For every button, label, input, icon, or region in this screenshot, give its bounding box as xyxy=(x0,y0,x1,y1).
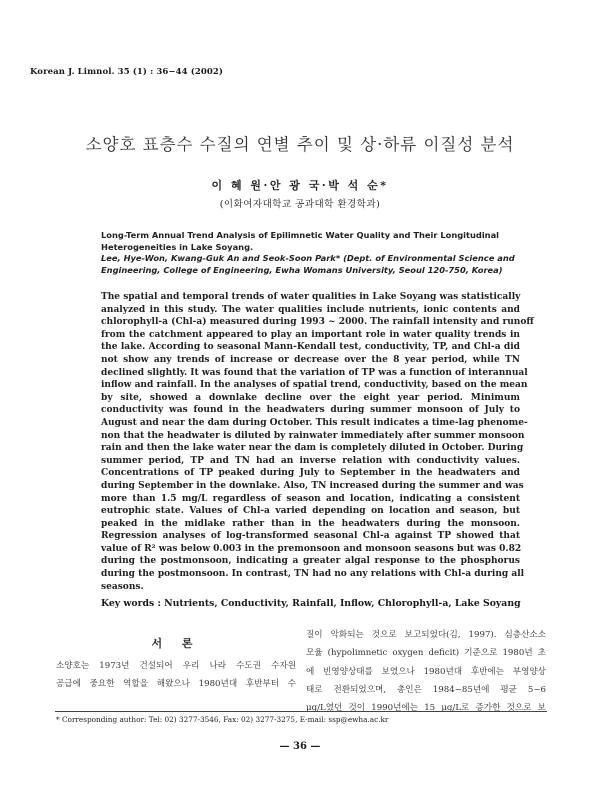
abstract-line: more than 1.5 mg/L regardless of season and location, indicating a consistent xyxy=(101,493,520,504)
abstract-line: peaked in the midlake rather than in the headwaters during the monsoon. xyxy=(101,518,520,529)
abstract-line: conductivity was found in the headwaters during summer monsoon of July to xyxy=(101,405,520,416)
abstract-line: not show any trends of increase or decrease over the 8 year period, while TN xyxy=(101,354,520,365)
abstract-line: during the postmonsoon. In contrast, TN had no any relations with Chl-a during all xyxy=(101,569,525,580)
abstract-line: from the catchment appeared to play an important role in water quality trends in xyxy=(101,329,520,340)
body-line: 모율 (hypolimnetic oxygen deficit) 기준으로 1980년 초 xyxy=(306,648,546,659)
abstract-line: by site, showed a downlake decline over the eight year period. Minimum xyxy=(101,392,520,403)
abstract-line: the lake. According to seasonal Mann-Kendall test, conductivity, TP, and Chl-a did xyxy=(101,342,520,353)
abstract-line: Concentrations of TP peaked during July to September in the headwaters and xyxy=(101,468,520,479)
authors-korean: 이 혜 원·안 광 국·박 석 순* xyxy=(211,179,389,192)
abstract-line: rain and then the lake water near the dam is completely diluted in October. During xyxy=(101,443,524,454)
keywords: Key words : Nutrients, Conductivity, Rainfall, Inflow, Chlorophyll-a, Lake Soyang xyxy=(101,598,521,609)
abstract-line: during the postmonsoon, indicating a greater algal response to the phosphorus xyxy=(101,556,520,567)
body-line: µg/L였던 것이 1990년에는 15 µg/L로 증가한 것으로 보 xyxy=(306,703,546,714)
body-line: 소양호는 1973년 건설되어 우리 나라 수도권 수자원 xyxy=(56,661,296,671)
abstract-line: August and near the dam during October. This result indicates a time-lag phenome- xyxy=(101,417,528,428)
abstract-line: The spatial and temporal trends of water qualities in Lake Soyang was statistically xyxy=(101,292,521,302)
abstract-line: eutrophic state. Values of Chl-a varied depending on location and season, but xyxy=(101,506,520,517)
body-line: 질이 악화되는 것으로 보고되었다(김, 1997). 심층산소소 xyxy=(306,630,546,640)
abstract-line: chlorophyll-a (Chl-a) measured during 1993 ~ 2000. The rainfall intensity and runoff xyxy=(101,317,534,328)
english-affiliation: (Dept. of Environmental Science and Engineering, College of Engineering, Ewha Womans University, Seoul 120-750, Korea) xyxy=(101,253,515,276)
abstract-line: analyzed in this study. The water qualities include nutrients, ionic contents and xyxy=(101,304,520,315)
affiliation-korean: (이화여자대학교 공과대학 환경학과) xyxy=(219,199,381,210)
body-line: 공급에 중요한 역할을 해왔으나 1980년대 후반부터 수 xyxy=(56,679,296,690)
body-line: 에 빈영양상태를 보였으나 1980년대 후반에는 부영양상 xyxy=(306,666,546,677)
english-title-block xyxy=(101,230,521,277)
section-heading-introduction: 서 론 xyxy=(151,637,201,650)
abstract-line: during September in the downlake. Also, TN increased during the summer and was xyxy=(101,480,524,491)
english-title: Long-Term Annual Trend Analysis of Epilimnetic Water Quality and Their Longitudinal Heterogeneities in Lake Soyang. xyxy=(101,230,500,252)
abstract-line: Regression analyses of log-transformed seasonal Chl-a against TP showed that xyxy=(101,531,520,542)
footnote-divider xyxy=(55,711,547,712)
body-column-left xyxy=(56,627,296,694)
body-column-right xyxy=(306,626,546,717)
body-line: 태로 전환되었으며, 총인은 1984~85년에 평균 5~6 xyxy=(306,684,546,695)
english-authors: Lee, Hye-Won, Kwang-Guk An and Seok-Soon Park* xyxy=(101,253,341,264)
abstract-line: seasons. xyxy=(101,581,144,592)
page-number: — 36 — xyxy=(279,741,321,752)
abstract xyxy=(101,291,534,593)
abstract-line: declined slightly. It was found that the variation of TP was a function of interannual xyxy=(101,367,528,378)
abstract-line: value of R² was below 0.003 in the premonsoon and monsoon seasons but was 0.82 xyxy=(101,543,522,554)
abstract-line: summer period, TP and TN had an inverse relation with conductivity values. xyxy=(101,455,520,466)
abstract-line: inflow and rainfall. In the analyses of spatial trend, conductivity, based on the mean xyxy=(101,380,528,391)
footnote: * Corresponding author: Tel: 02) 3277-3546, Fax: 02) 3277-3275, E-mail: ssp@ewha.ac.kr xyxy=(56,715,389,724)
abstract-line: non that the headwater is diluted by rainwater immediately after summer monsoon xyxy=(101,430,525,441)
journal-reference: Korean J. Limnol. 35 (1) : 36−44 (2002) xyxy=(30,67,224,77)
paper-title-korean: 소양호 표층수 수질의 연별 추이 및 상·하류 이질성 분석 xyxy=(85,135,515,154)
